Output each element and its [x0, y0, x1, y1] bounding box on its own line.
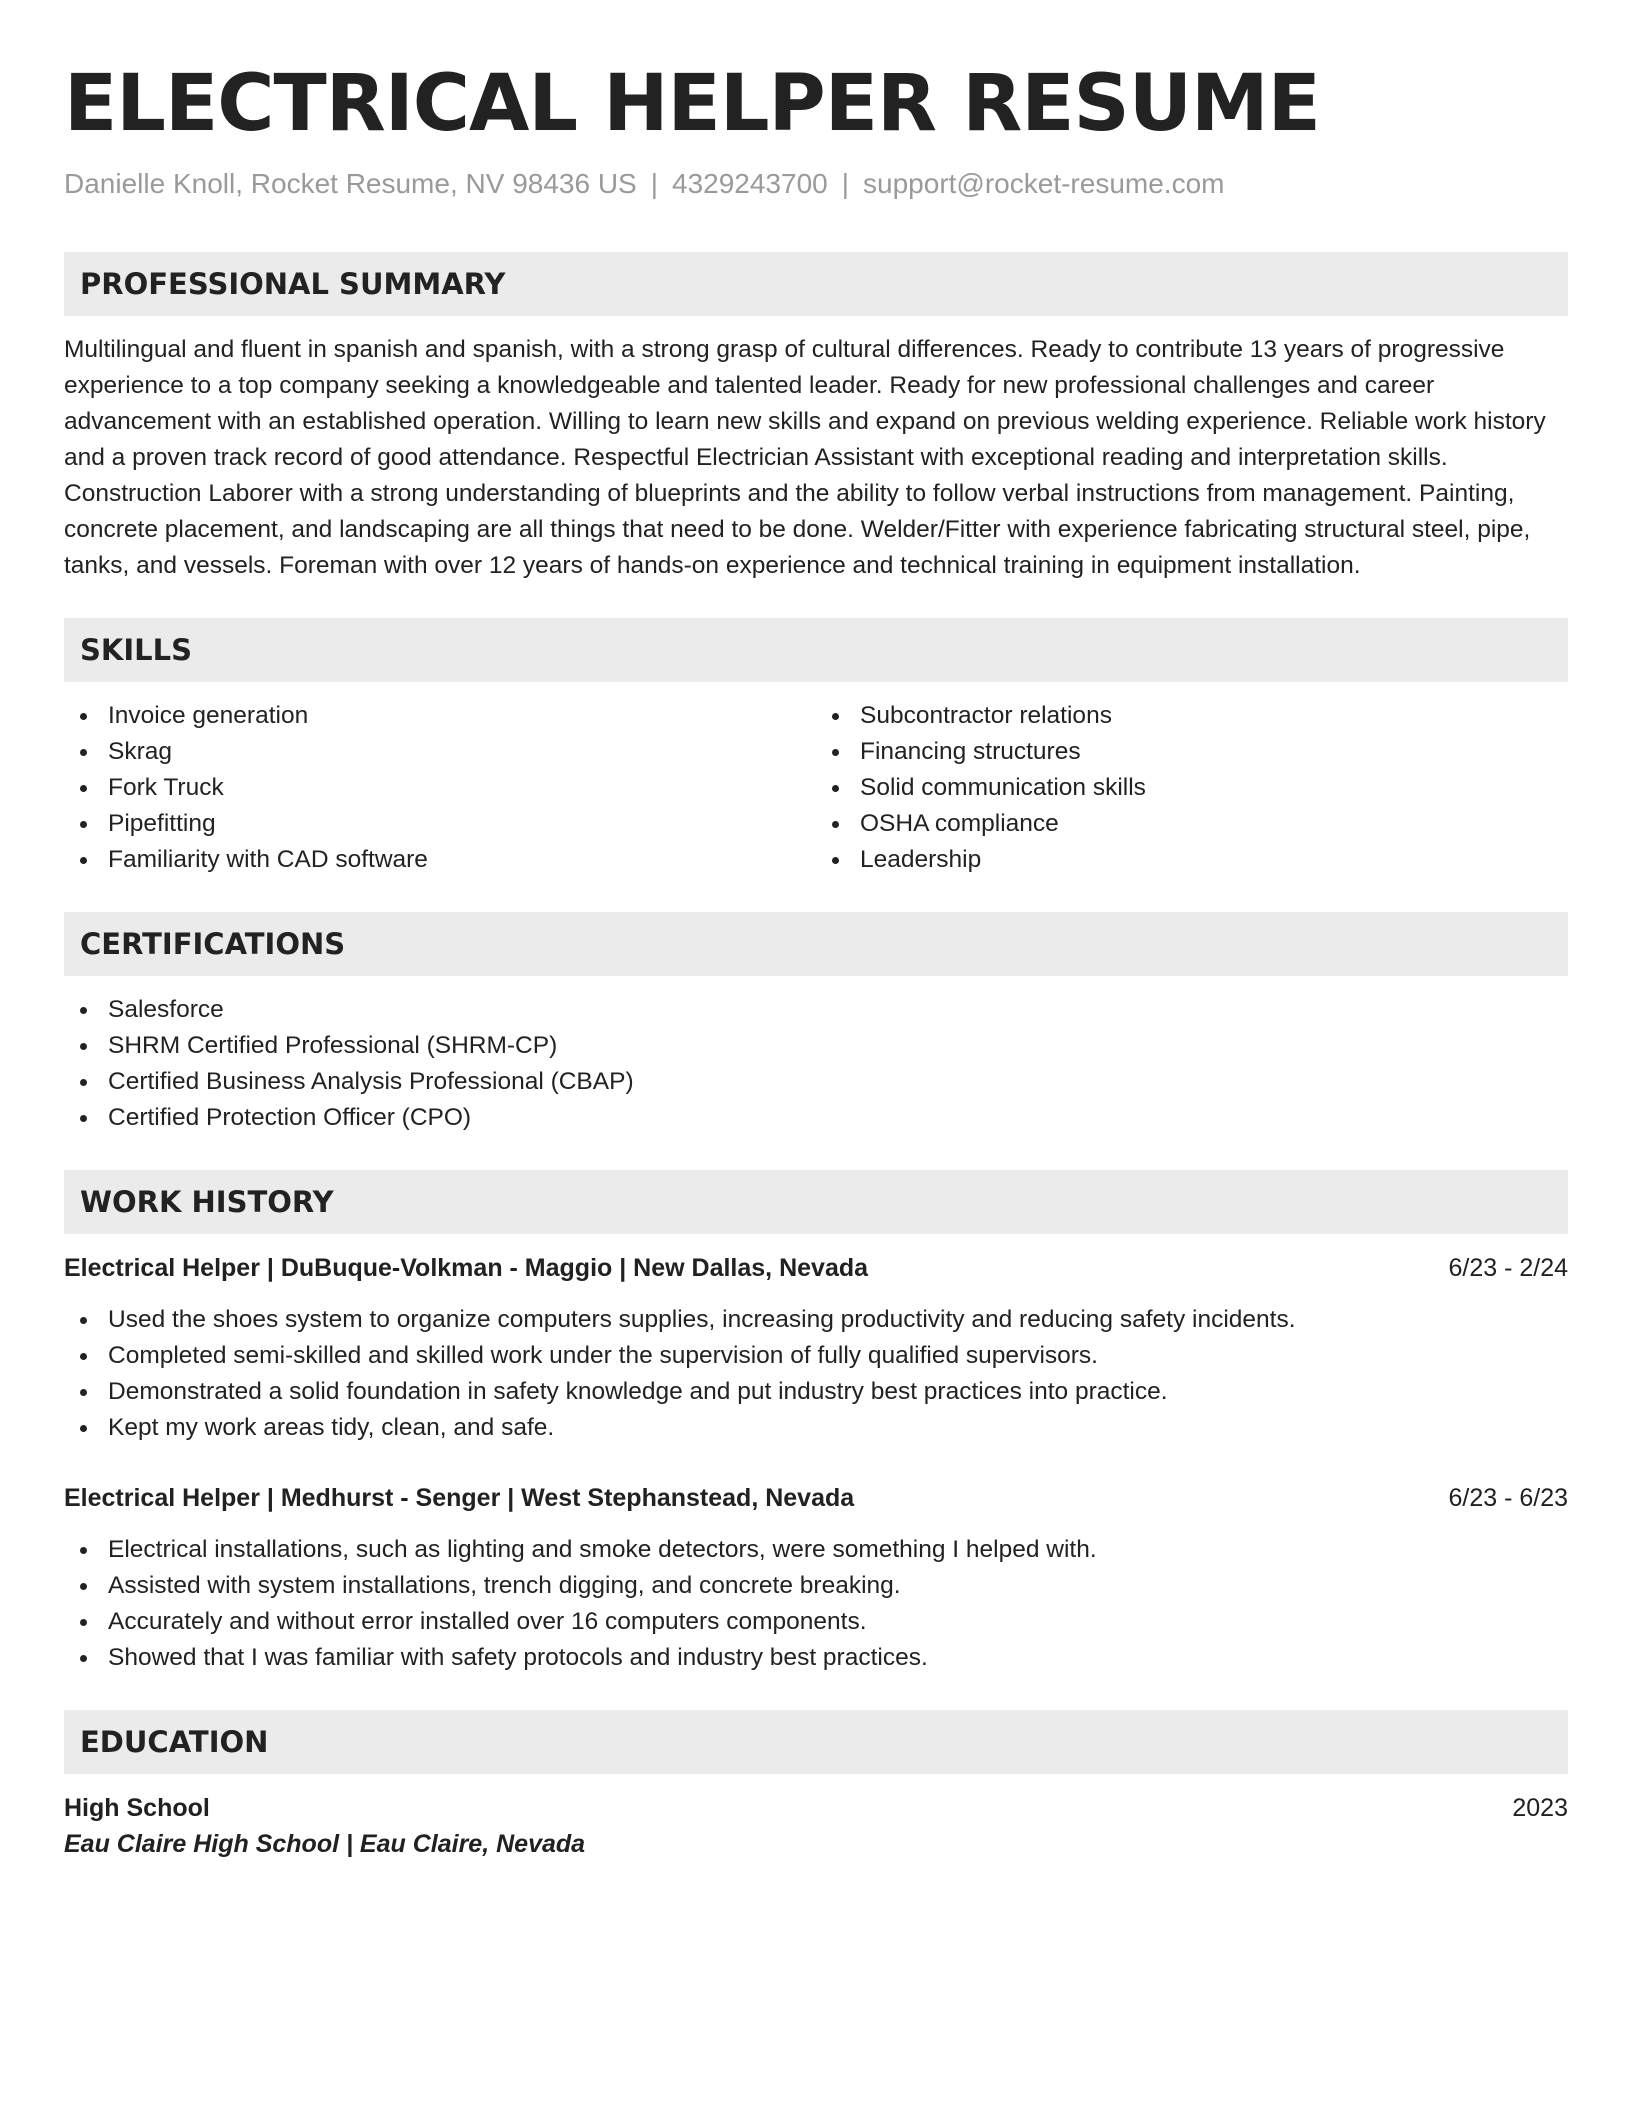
skill-item: Financing structures [816, 734, 1568, 770]
job-bullets [64, 1302, 1568, 1446]
job-bullet: Assisted with system installations, trench digging, and concrete breaking. [64, 1568, 1568, 1604]
resume-title: ELECTRICAL HELPER RESUME [64, 59, 1320, 149]
contact-separator: | [841, 168, 850, 199]
certification-item: Certified Protection Officer (CPO) [64, 1100, 1568, 1136]
summary-text: Multilingual and fluent in spanish and spanish, with a strong grasp of cultural differences. Ready to contribute 13 years of progressive experience to a top company seeking a knowledgeable and talented leader. Ready for new professional challenges and career advancement with an established operation. Willing to learn new skills and expand on previous welding experience. Reliable work history and a proven track record of good attendance. Respectful Electrician Assistant with exceptional reading and interpretation skills. Construction Laborer with a strong understanding of blueprints and the ability to follow verbal instructions from management. Painting, concrete placement, and landscaping are all things that need to be done. Welder/Fitter with experience fabricating structural steel, pipe, tanks, and vessels. Foreman with over 12 years of hands-on experience and technical training in equipment installation. [64, 336, 1546, 579]
contact-phone: 4329243700 [672, 168, 828, 199]
job-bullets [64, 1532, 1568, 1676]
job-title: Electrical Helper | DuBuque-Volkman - Maggio | New Dallas, Nevada [64, 1254, 869, 1282]
job-bullet: Used the shoes system to organize computers supplies, increasing productivity and reducing safety incidents. [64, 1302, 1568, 1338]
skill-item: Leadership [816, 842, 1568, 878]
skills-list-right [816, 698, 1568, 878]
skill-item: Invoice generation [64, 698, 816, 734]
job-dates: 6/23 - 2/24 [1448, 1254, 1568, 1282]
job-dates: 6/23 - 6/23 [1448, 1484, 1568, 1512]
education-year: 2023 [1512, 1794, 1568, 1822]
skills-grid [64, 682, 1568, 878]
contact-email: support@rocket-resume.com [863, 168, 1225, 199]
job-bullet: Showed that I was familiar with safety protocols and industry best practices. [64, 1640, 1568, 1676]
job-bullet: Kept my work areas tidy, clean, and safe. [64, 1410, 1568, 1446]
skill-item: Subcontractor relations [816, 698, 1568, 734]
skill-item: Pipefitting [64, 806, 816, 842]
contact-line [64, 166, 1568, 202]
job-title: Electrical Helper | Medhurst - Senger | West Stephanstead, Nevada [64, 1484, 855, 1512]
education-header [64, 1790, 1568, 1826]
certification-item: SHRM Certified Professional (SHRM-CP) [64, 1028, 1568, 1064]
job-entry [64, 1480, 1568, 1676]
skills-section-header: SKILLS [64, 618, 1568, 682]
summary-section-header: PROFESSIONAL SUMMARY [64, 252, 1568, 316]
education-section-header: EDUCATION [64, 1710, 1568, 1774]
skill-item: Fork Truck [64, 770, 816, 806]
work-history-section-header: WORK HISTORY [64, 1170, 1568, 1234]
certification-item: Salesforce [64, 992, 1568, 1028]
skills-column-right [816, 682, 1568, 878]
job-header [64, 1250, 1568, 1286]
contact-separator: | [650, 168, 659, 199]
certification-item: Certified Business Analysis Professional (CBAP) [64, 1064, 1568, 1100]
skill-item: OSHA compliance [816, 806, 1568, 842]
skills-column-left [64, 682, 816, 878]
contact-address: Danielle Knoll, Rocket Resume, NV 98436 US [64, 168, 637, 199]
job-bullet: Electrical installations, such as lighting and smoke detectors, were something I helped with. [64, 1532, 1568, 1568]
certifications-section-header: CERTIFICATIONS [64, 912, 1568, 976]
education-school: Eau Claire High School | Eau Claire, Nevada [64, 1830, 586, 1858]
job-bullet: Completed semi-skilled and skilled work under the supervision of fully qualified supervisors. [64, 1338, 1568, 1374]
skill-item: Skrag [64, 734, 816, 770]
skill-item: Familiarity with CAD software [64, 842, 816, 878]
job-bullet: Demonstrated a solid foundation in safety knowledge and put industry best practices into practice. [64, 1374, 1568, 1410]
job-header [64, 1480, 1568, 1516]
education-degree: High School [64, 1794, 210, 1822]
certifications-list [64, 992, 1568, 1136]
job-bullet: Accurately and without error installed over 16 computers components. [64, 1604, 1568, 1640]
job-entry [64, 1250, 1568, 1446]
skills-list-left [64, 698, 816, 878]
skill-item: Solid communication skills [816, 770, 1568, 806]
